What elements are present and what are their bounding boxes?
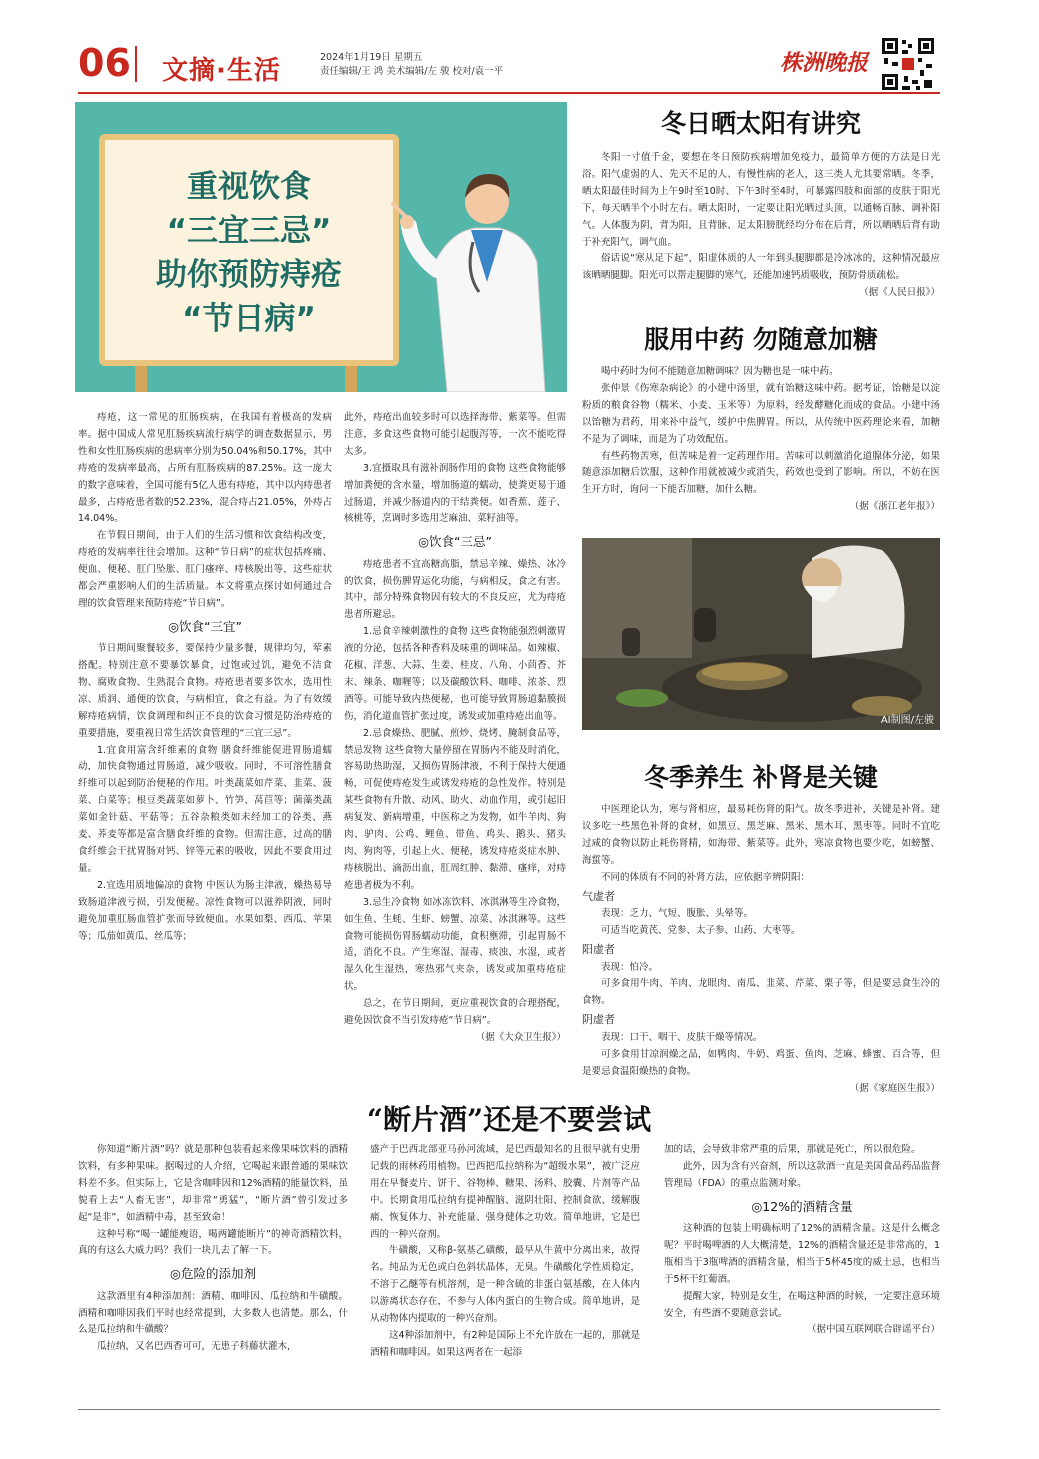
paragraph: 牛磺酸，又称β-氨基乙磺酸，最早从牛黄中分离出来，故得名。纯品为无色或白色斜状晶体，无臭。牛磺酸化学性质稳定，不溶于乙醚等有机溶剂，是一种含硫的非蛋白氨基酸，在人体内以游离状态存在，不参与人体内蛋白的生物合成。简单地讲，是从动物体内提取的一种兴奋剂。 <box>370 1245 640 1325</box>
paragraph: 俗话说“寒从足下起”，阳虚体质的人一年到头腿脚都是冷冰冰的，这种情况最应该晒晒腿脚。阳光可以帮走腿脚的寒气，还能加速钙质吸收，预防骨质疏松。 <box>582 253 940 282</box>
paragraph: 2.宜选用质地偏凉的食物 中医认为肠主津液，燥热易导致肠道津液亏损，引发便秘。凉性食物可以滋养阴液，同时避免加重肛肠血管扩张而导致便血。水果如梨、西瓜、苹果等；瓜茄如黄瓜、丝瓜等； <box>78 879 332 942</box>
page-number: 06 <box>78 41 131 85</box>
paragraph: 瓜拉纳，又名巴西香可可，无患子科藤状灌木， <box>97 1341 297 1353</box>
herb-article-body <box>582 364 940 516</box>
paragraph: 表现：乏力、气短、腹胀、头晕等。 <box>601 908 754 920</box>
main-article-col1 <box>78 410 332 945</box>
hero-title-line1: 重视饮食 <box>187 169 311 205</box>
header-divider <box>135 46 137 82</box>
qr-code <box>880 36 936 92</box>
source-credit: （据中国互联网联合辟谣平台） <box>806 1324 940 1336</box>
hero-title-line3: 助你预防痔疮 <box>156 257 342 293</box>
paragraph: 这4种添加剂中，有2种是国际上不允许放在一起的，那就是酒精和咖啡因。如果这两者在一起添 <box>370 1329 640 1358</box>
herbal-medicine-photo <box>582 538 940 730</box>
paragraph: 有些药物苦寒，但苦味是着一定药理作用。苦味可以刺激消化道腺体分泌，如果随意添加糖后饮服，这种作用就被减少或消失，药效也受到了影响。所以，不妨在医生开方时，询问一下能否加糖，加什么糖。 <box>582 450 940 496</box>
paragraph: 这种酒的包装上明确标明了12%的酒精含量。这是什么概念呢？平时喝啤酒的人大概清楚，12%的酒精含量还是非常高的，1瓶相当于3瓶啤酒的酒精含量，相当于5杯45度的威士忌，也相当于5杯干红葡酒。 <box>664 1222 940 1285</box>
qi-deficiency-label: 气虚者 <box>582 889 615 903</box>
paragraph: 总之，在节日期间，更应重视饮食的合理搭配，避免因饮食不当引发痔疮“节日病”。 <box>344 998 566 1027</box>
paragraph: 可多食用甘凉润燥之品，如鸭肉、牛奶、鸡蛋、鱼肉、芝麻、蜂蜜、百合等，但是要忌食温阳燥热的食物。 <box>582 1048 940 1077</box>
herb-article-title: 服用中药 勿随意加糖 <box>644 325 878 354</box>
hero-title-line4: “节日病” <box>182 301 316 337</box>
source-credit: （据《大众卫生报》） <box>475 1031 566 1043</box>
paragraph: 中医理论认为，寒与肾相应，最易耗伤肾的阳气。故冬季进补，关键是补肾。建议多吃一些黑色补肾的食材，如黑豆、黑芝麻、黑米、黑木耳、黑枣等。同时不宜吃过咸的食物以防止耗伤肾精，如海带、紫菜等。此外，寒凉食物也要少吃，如螃蟹、海蜇等。 <box>582 804 940 866</box>
paragraph: 此外，因为含有兴奋剂，所以这款酒一直是美国食品药品监督管理局（FDA）的重点监测对象。 <box>664 1160 940 1189</box>
section-title: 文摘·生活 <box>162 56 281 86</box>
main-article-col2 <box>344 410 566 1047</box>
wine-article-col3 <box>664 1142 940 1339</box>
paragraph: 可多食用牛肉、羊肉、龙眼肉、南瓜、韭菜、芹菜、栗子等，但是要忌食生冷的食物。 <box>582 978 940 1007</box>
header-rule <box>78 92 940 94</box>
paragraph: 此外，痔疮出血较多时可以选择海带、紫菜等。但需注意，多食这些食物可能引起腹泻等，一次不能吃得太多。 <box>344 412 566 457</box>
paragraph: 痔疮，这一常见的肛肠疾病，在我国有着极高的发病率。据中国成人常见肛肠疾病流行病学的调查数据显示，男性和女性肛肠疾病的患病率分别为50.04%和50.17%，其中痔疮的发病率最高，占所有肛肠疾病的87.25%。这一庞大的数字意味着，全国可能有5亿人患有痔疮，其中以内痔患者最多，占痔疮患者数的52.23%，混合痔占21.05%，外痔占14.04%。 <box>78 412 332 525</box>
yin-deficiency-label: 阴虚者 <box>582 1013 615 1027</box>
paragraph: 表现：口干、咽干、皮肤干燥等情况。 <box>601 1031 763 1043</box>
sun-article-title: 冬日晒太阳有讲究 <box>660 109 861 138</box>
paragraph: 冬阳一寸值千金，要想在冬日预防疾病增加免疫力，最简单方便的方法是日光浴。阳气虚弱的人、先天不足的人、有慢性病的老人，这三类人尤其要常晒。冬季，晒太阳最佳时间为上午9时至10时、下午3时至4时，可暴露四肢和面部的皮肤于阳光下，每天晒半个小时左右。晒太阳时，一定要让阳光晒过头顶，以通畅百脉、调补阳气。人体腹为阴，背为阳，且背脉、足太阳膀胱经均分布在后背，所以晒晒后背有助于补充阳气，调气血。 <box>582 152 940 248</box>
paragraph: 1.宜食用富含纤维素的食物 膳食纤维能促进胃肠道蠕动，加快食物通过胃肠道，减少吸收。同时，不可溶性膳食纤维可以起到防治便秘的作用。叶类蔬菜如芹菜、韭菜、菠菜、白菜等；根豆类蔬菜如萝卜、竹笋、莴苣等；菌藻类蔬菜如金针菇、平菇等；五谷杂粮类如未经加工的谷类、燕麦、荞麦等都是富含膳食纤维的食物。但需注意，过高的膳食纤维会干扰胃肠对钙、锌等元素的吸收，因此不要食用过量。 <box>78 744 332 874</box>
source-credit: （据《人民日报》） <box>859 287 940 299</box>
source-credit: （据《浙江老年报》） <box>849 501 940 513</box>
footer-rule <box>78 1409 940 1410</box>
paragraph: 这款酒里有4种添加剂：酒精、咖啡因、瓜拉纳和牛磺酸。酒精和咖啡因我们平时也经常提到，大多数人也清楚。那么，什么是瓜拉纳和牛磺酸？ <box>78 1290 348 1336</box>
source-credit: （据《家庭医生报》） <box>849 1082 940 1094</box>
paragraph: 盛产于巴西北部亚马孙河流域，是巴西最知名的且很早就有史册记载的雨林药用植物。巴西把瓜拉纳称为“超级水果”，被广泛应用在早餐麦片、饼干、谷物棒、糖果、汤料、胶囊、片剂等产品中。长期食用瓜拉纳有提神醒脑、滋阴壮阳、控制食欲、缓解腹痛、恢复体力、补充能量、强身健体之功效。简单地讲，它是巴西的一种兴奋剂。 <box>370 1144 640 1240</box>
paragraph: 喝中药时为何不能随意加糖调味？因为糖也是一味中药。 <box>601 366 839 377</box>
subheading-additives: ◎危险的添加剂 <box>170 1266 256 1282</box>
subheading-three-donts: ◎饮食“三忌” <box>418 534 492 550</box>
sun-article-body <box>582 150 940 302</box>
kidney-article-body <box>582 802 940 1097</box>
paragraph: 提醒大家，特别是女生，在喝这种酒的时候，一定要注意环境安全，有些酒不要随意尝试。 <box>664 1290 940 1319</box>
wine-article-col1 <box>78 1142 348 1356</box>
wine-article-col2 <box>370 1142 640 1362</box>
paragraph: 3.忌生冷食物 如冰冻饮料、冰淇淋等生冷食物，如生鱼、生蚝、生虾、螃蟹、凉菜、冰淇淋等。这些食物可能损伤胃肠蠕动功能，食积壅滞，引起胃肠不适，消化不良。产生寒湿、湿毒、痰浊、水湿，或者湿久化生湿热，寒热邪气夹杂，诱发或加重痔疮症状。 <box>344 896 566 993</box>
subheading-three-dos: ◎饮食“三宜” <box>168 618 242 634</box>
paragraph: 可适当吃黄芪、党参、太子参、山药、大枣等。 <box>601 925 801 937</box>
issue-date: 2024年1月19日 星期五 <box>320 52 423 63</box>
wine-article-title: “断片酒”还是不要尝试 <box>366 1103 652 1136</box>
paragraph: 1.忌食辛辣刺激性的食物 这些食物能强烈刺激胃液的分泌，包括各种香料及味重的调味品。如辣椒、花椒、洋葱、大蒜、生姜、桂皮、八角、小茴香、芥末、辣条、咖喱等；以及碳酸饮料、咖啡、浓茶、烈酒等。可能导致内热便秘，也可能导致胃肠道黏膜损伤，消化道血管扩张过度，诱发或加重痔疮出血等。 <box>344 626 566 722</box>
kidney-article-title: 冬季养生 补肾是关键 <box>644 763 878 792</box>
paragraph: 张仲景《伤寒杂病论》的小建中汤里，就有饴糖这味中药。据考证，饴糖是以淀粉质的粮食谷物（糯米、小麦、玉米等）为原料，经发酵糖化而成的食品。小建中汤以饴糖为君药，用来补中益气，缓护中焦脾胃。所以，从传统中医药理论来看，加糖不是为了调味，而是为了功效配伍。 <box>582 382 940 445</box>
paragraph: 痔疮患者不宜高糖高脂，禁忌辛辣、燥热、冰冷的饮食，损伤脾胃运化功能，与病相反，食之有害。其中，部分特殊食物因有较大的不良反应，尤为痔疮患者所避忌。 <box>344 558 566 621</box>
paragraph: 2.忌食燥热、肥腻、煎炒、烧烤、腌制食品等，禁忌发物 这些食物大量停留在胃肠内不能及时消化，容易助热助湿，又损伤胃肠津液，不利于保持大便通畅，可促使痔疮发生或诱发痔疮的急性发作。特别是某些食物有升散、动风、助火、动血作用，或引起旧病复发、新病增重，中医称之为发物，如牛羊肉、狗肉、驴肉、公鸡、鲤鱼、带鱼、鸡头、鹅头、猪头肉、狗肉等，引起上火、便秘，诱发痔疮炎症水肿、痔核脱出、滴沥出血，肛周红肿、黏滞、瘙痒，对痔疮患者极为不利。 <box>344 727 566 891</box>
photo-illustration <box>582 538 940 730</box>
paragraph: 这种号称“喝一罐能瘦语，喝两罐能断片”的神奇酒精饮料，真的有这么大威力吗？我们一块儿去了解一下。 <box>78 1228 348 1257</box>
hero-illustration <box>75 102 567 392</box>
subheading-alcohol-content: ◎12%的酒精含量 <box>751 1198 853 1214</box>
paragraph: 3.宜摄取具有滋补润肠作用的食物 这些食物能够增加粪便的含水量，增加肠道的蠕动，使粪更易于通过肠道，并减少肠道内的干结粪便。如香蕉、莲子、核桃等，烹调时多选用芝麻油、菜籽油等。 <box>344 462 566 525</box>
paragraph: 加的话，会导致非常严重的后果，那就是死亡，所以很危险。 <box>664 1144 921 1155</box>
paragraph: 你知道“断片酒”吗？就是那种包装看起来像果味饮料的酒精饮料，有多种果味。据喝过的人介绍，它喝起来跟普通的果味饮料差不多。但实际上，它是含咖啡因和12%酒精的能量饮料，虽貌看上去“人畜无害”，却非常“勇猛”，“断片酒”曾引发过多起“是非”，如酒精中毒，甚至致命！ <box>78 1144 348 1223</box>
paragraph: 节日期间聚餐较多，要保持少量多餐，规律均匀，荤素搭配。特别注意不要暴饮暴食，过饱或过饥，避免不洁食物、腐败食物、生熟混合食物。痔疮患者要多饮水，选用性凉、质润、通便的饮食，与病相宜，食之有益。为了有效缓解痔疮病情，饮食调理和纠正不良的饮食习惯是防治痔疮的重要措施，要重视日常生活饮食管理的“三宜三忌”。 <box>78 643 332 739</box>
photo-credit: AI制图/左骏 <box>880 715 934 726</box>
paragraph: 在节假日期间，由于人们的生活习惯和饮食结构改变，痔疮的发病率往往会增加。这种“节日病”的症状包括疼痛、便血、便秘、肛门坠胀、肛门瘙痒、痔核脱出等，这些症状都会严重影响人们的生活质量。本文将重点探讨如何通过合理的饮食管理来预防痔疮“节日病”。 <box>78 530 332 609</box>
paragraph: 不同的体质有不同的补肾方法，应依据辛辨阴阳： <box>601 871 811 883</box>
editor-credits: 责任编辑/王 鸿 美术编辑/左 骏 校对/袁一平 <box>320 66 504 77</box>
hero-title-line2: “三宜三忌” <box>166 213 332 249</box>
doctor-figure <box>75 102 567 392</box>
yang-deficiency-label: 阳虚者 <box>582 942 615 956</box>
newspaper-logo: 株洲晚报 <box>779 49 868 76</box>
paragraph: 表现：怕冷。 <box>601 961 659 973</box>
